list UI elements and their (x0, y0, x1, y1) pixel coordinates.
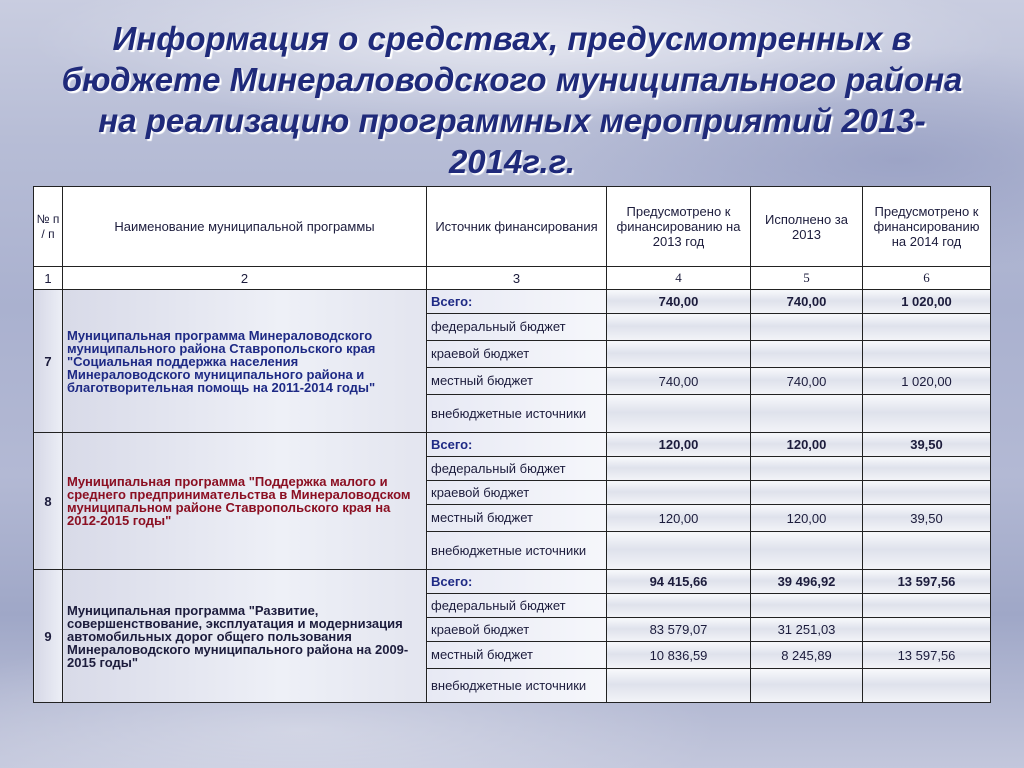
planned-2014-value (863, 457, 991, 481)
planned-2014-value (863, 341, 991, 368)
planned-2013-value: 740,00 (607, 368, 751, 395)
planned-2014-value: 1 020,00 (863, 290, 991, 314)
planned-2013-value (607, 669, 751, 703)
executed-2013-value (751, 457, 863, 481)
program-name: Муниципальная программа Минераловодского муниципального района Ставропольского края "Социальная поддержка населения Минераловодского муниципального района и благотворительная помощь на 2011-2014 годы" (63, 290, 427, 433)
column-number: 3 (427, 267, 607, 290)
program-number: 9 (34, 570, 63, 703)
planned-2013-value (607, 314, 751, 341)
funding-source: внебюджетные источники (427, 532, 607, 570)
executed-2013-value (751, 594, 863, 618)
funding-source: местный бюджет (427, 642, 607, 669)
planned-2014-value: 13 597,56 (863, 570, 991, 594)
funding-source: местный бюджет (427, 505, 607, 532)
funding-source: внебюджетные источники (427, 669, 607, 703)
planned-2013-value: 120,00 (607, 433, 751, 457)
planned-2014-value (863, 314, 991, 341)
program-name: Муниципальная программа "Развитие, совершенствование, эксплуатация и модернизация автомобильных дорог общего пользования Минераловодского муниципального района на 2009-2015 годы" (63, 570, 427, 703)
funding-source: федеральный бюджет (427, 457, 607, 481)
planned-2013-value (607, 532, 751, 570)
executed-2013-value (751, 669, 863, 703)
executed-2013-value: 740,00 (751, 368, 863, 395)
planned-2014-value: 39,50 (863, 505, 991, 532)
funding-source: федеральный бюджет (427, 594, 607, 618)
funding-source: федеральный бюджет (427, 314, 607, 341)
funding-source: Всего: (427, 290, 607, 314)
funding-source: внебюджетные источники (427, 395, 607, 433)
column-number-row (34, 267, 991, 290)
budget-table (33, 186, 991, 703)
executed-2013-value: 39 496,92 (751, 570, 863, 594)
planned-2014-value: 13 597,56 (863, 642, 991, 669)
planned-2013-value (607, 341, 751, 368)
executed-2013-value: 120,00 (751, 505, 863, 532)
planned-2013-value: 83 579,07 (607, 618, 751, 642)
planned-2014-value (863, 618, 991, 642)
header-row (34, 187, 991, 267)
funding-source: краевой бюджет (427, 341, 607, 368)
planned-2013-value: 740,00 (607, 290, 751, 314)
executed-2013-value: 31 251,03 (751, 618, 863, 642)
executed-2013-value (751, 481, 863, 505)
planned-2014-value (863, 532, 991, 570)
slide-title: Информация о средствах, предусмотренных в бюджете Минераловодского муниципального района на реализацию программных мероприятий 2013-2014г.г. (61, 20, 963, 180)
table-row (34, 433, 991, 457)
column-number: 6 (863, 267, 991, 290)
program-number: 7 (34, 290, 63, 433)
planned-2013-value (607, 395, 751, 433)
funding-source: Всего: (427, 570, 607, 594)
planned-2014-value (863, 594, 991, 618)
funding-source: Всего: (427, 433, 607, 457)
planned-2013-value: 94 415,66 (607, 570, 751, 594)
executed-2013-value (751, 341, 863, 368)
column-number: 4 (607, 267, 751, 290)
planned-2014-value: 39,50 (863, 433, 991, 457)
executed-2013-value (751, 395, 863, 433)
column-number: 5 (751, 267, 863, 290)
executed-2013-value (751, 532, 863, 570)
header-planned-2013: Предусмотрено к финансированию на 2013 год (607, 187, 751, 267)
header-executed-2013: Исполнено за 2013 (751, 187, 863, 267)
table-row (34, 570, 991, 594)
planned-2014-value (863, 481, 991, 505)
planned-2014-value (863, 395, 991, 433)
planned-2013-value (607, 594, 751, 618)
planned-2013-value: 120,00 (607, 505, 751, 532)
program-name: Муниципальная программа "Поддержка малого и среднего предпринимательства в Минераловодском муниципальном районе Ставропольского края на 2012-2015 годы" (63, 433, 427, 570)
planned-2013-value: 10 836,59 (607, 642, 751, 669)
program-number: 8 (34, 433, 63, 570)
planned-2013-value (607, 481, 751, 505)
planned-2014-value (863, 669, 991, 703)
header-planned-2014: Предусмотрено к финансированию на 2014 год (863, 187, 991, 267)
executed-2013-value (751, 314, 863, 341)
header-program-name: Наименование муниципальной программы (63, 187, 427, 267)
funding-source: краевой бюджет (427, 618, 607, 642)
funding-source: местный бюджет (427, 368, 607, 395)
executed-2013-value: 120,00 (751, 433, 863, 457)
planned-2013-value (607, 457, 751, 481)
column-number: 2 (63, 267, 427, 290)
table-row (34, 290, 991, 314)
header-source: Источник финансирования (427, 187, 607, 267)
header-number: № п / п (34, 187, 63, 267)
column-number: 1 (34, 267, 63, 290)
funding-source: краевой бюджет (427, 481, 607, 505)
executed-2013-value: 740,00 (751, 290, 863, 314)
planned-2014-value: 1 020,00 (863, 368, 991, 395)
executed-2013-value: 8 245,89 (751, 642, 863, 669)
